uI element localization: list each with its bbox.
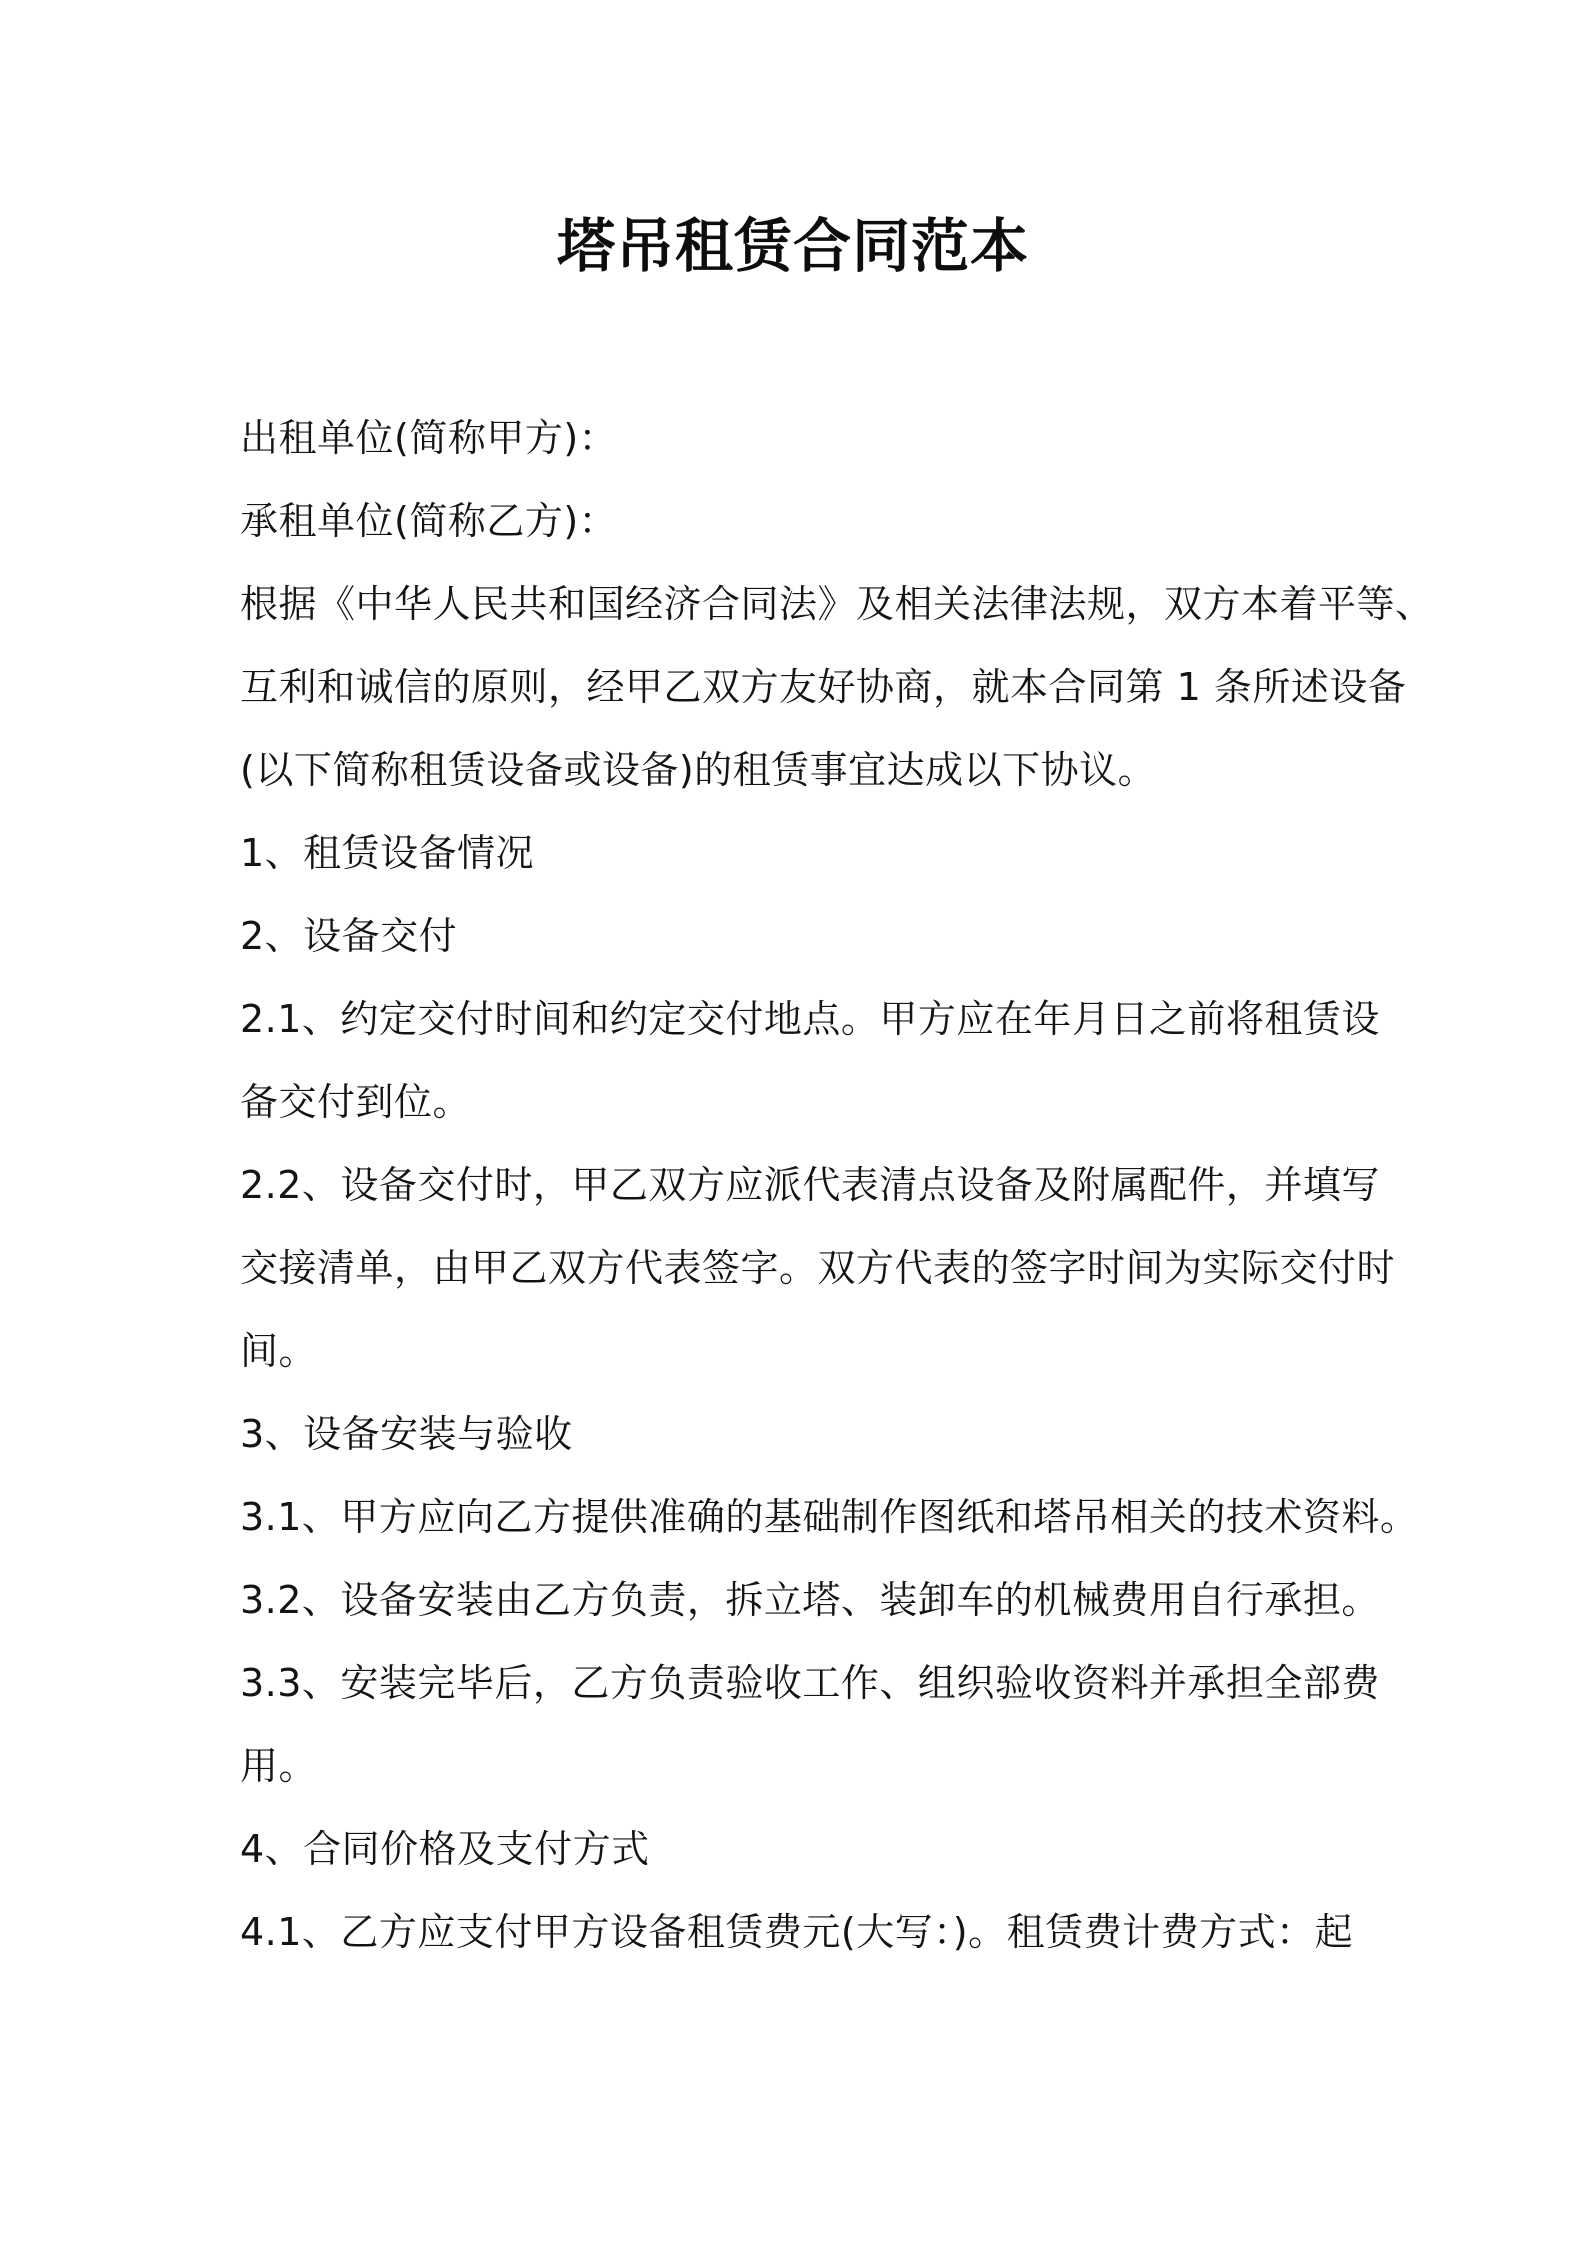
clause-2-1-line-1: 2.1、约定交付时间和约定交付地点。甲方应在年月日之前将租赁设: [240, 997, 1380, 1041]
preamble-line-2: 互利和诚信的原则，经甲乙双方友好协商，就本合同第 1 条所述设备: [240, 665, 1407, 709]
clause-2-1-line-2: 备交付到位。: [240, 1080, 472, 1124]
clause-3-1: 3.1、甲方应向乙方提供准确的基础制作图纸和塔吊相关的技术资料。: [240, 1495, 1419, 1539]
clause-2-2-line-3: 间。: [240, 1329, 318, 1373]
clause-2-2-line-1: 2.2、设备交付时，甲乙双方应派代表清点设备及附属配件，并填写: [240, 1163, 1380, 1207]
section-3-heading: 3、设备安装与验收: [240, 1412, 573, 1456]
clause-2-2-line-2: 交接清单，由甲乙双方代表签字。双方代表的签字时间为实际交付时: [240, 1246, 1396, 1290]
clause-3-2: 3.2、设备安装由乙方负责，拆立塔、装卸车的机械费用自行承担。: [240, 1578, 1380, 1622]
clause-3-3-line-2: 用。: [240, 1744, 318, 1788]
lessee-line: 承租单位(简称乙方)：: [240, 499, 618, 543]
clause-3-3-line-1: 3.3、安装完毕后，乙方负责验收工作、组织验收资料并承担全部费: [240, 1661, 1380, 1705]
preamble-line-1: 根据《中华人民共和国经济合同法》及相关法律法规，双方本着平等、: [240, 582, 1434, 626]
section-2-heading: 2、设备交付: [240, 914, 458, 958]
lessor-line: 出租单位(简称甲方)：: [240, 416, 618, 460]
section-4-heading: 4、合同价格及支付方式: [240, 1827, 650, 1871]
preamble-line-3: (以下简称租赁设备或设备)的租赁事宜达成以下协议。: [240, 748, 1157, 792]
clause-4-1-line-1: 4.1、乙方应支付甲方设备租赁费元(大写：)。租赁费计费方式：起: [240, 1910, 1354, 1954]
document-title: 塔吊租赁合同范本: [556, 212, 1029, 280]
section-1-heading: 1、租赁设备情况: [240, 831, 535, 875]
